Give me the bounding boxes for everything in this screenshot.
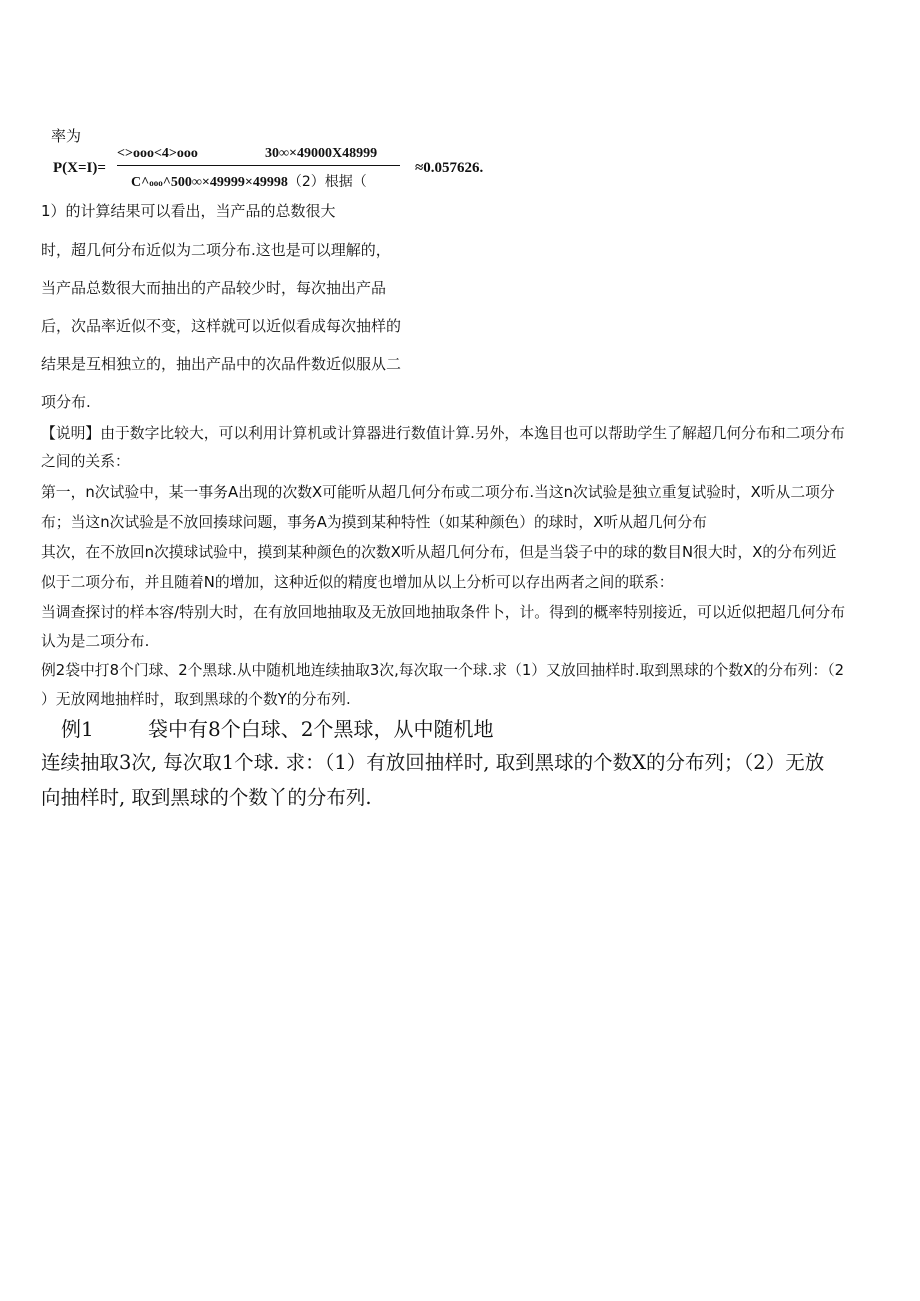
formula-numerator-left: <>ooo<4>ooo [117,146,198,161]
note-line: 例2袋中打8个门球、2个黑球.从中随机地连续抽取3次,每次取一个球.求（1）又放回抽样时.取到黑球的个数X的分布列：（2 [41,662,845,679]
rate-label: 率为 [51,127,82,145]
paragraph-line: 1）的计算结果可以看出，当产品的总数很大 [41,202,336,220]
formula-lhs: P(X=I)= [53,160,106,176]
example-line: 连续抽取3次, 每次取1个球. 求：（1）有放回抽样时, 取到黑球的个数X的分布列；（2）无放 [41,751,825,774]
paragraph-line: 当产品总数很大而抽出的产品较少时，每次抽出产品 [41,279,387,297]
formula-denominator [131,171,367,191]
note-line: 【说明】由于数字比较大，可以利用计算机或计算器进行数值计算.另外，本逸目也可以帮助学生了解超几何分布和二项分布 [41,425,845,442]
denominator-rest: ^500∞×49999×49998 [162,175,288,190]
denominator-c: C^ [131,175,150,190]
paragraph-line: 项分布. [41,393,91,411]
example-heading-text: 袋中有8个白球、2个黑球，从中随机地 [148,717,494,741]
paragraph-line: 结果是互相独立的，抽出产品中的次品件数近似服从二 [41,355,402,373]
note-line: 之间的关系： [41,453,130,470]
example-line: 向抽样时, 取到黑球的个数丫的分布列. [41,786,372,809]
note-line: 第一，n次试验中，某一事务A出现的次数X可能听从超几何分布或二项分布.当这n次试验是独立重复试验时，X听从二项分 [41,484,835,501]
note-line: 当调查探讨的样本容/特别大时，在有放回地抽取及无放回地抽取条件卜，计。得到的概率特别接近，可以近似把超几何分布 [41,604,846,621]
note-line: 似于二项分布，并且随着N的增加，这种近似的精度也增加从以上分析可以存出两者之间的联系： [41,574,674,591]
formula-result: ≈0.057626. [415,160,484,176]
note-line: 认为是二项分布. [41,633,150,650]
formula-numerator-right: 30∞×49000X48999 [265,146,378,161]
note-line: ）无放网地抽样时，取到黑球的个数Y的分布列. [41,691,351,708]
denominator-trailing-text: （2）根据（ [287,174,367,190]
denominator-sub: ooo [149,178,163,188]
paragraph-line: 后，次品率近似不变，这样就可以近似看成每次抽样的 [41,317,402,335]
fraction-bar [117,165,400,166]
note-line: 其次，在不放回n次摸球试验中，摸到某种颜色的次数X听从超几何分布，但是当袋子中的球的数目N很大时，X的分布列近 [41,544,837,561]
note-line: 布；当这n次试验是不放回揍球问题，事务A为摸到某种特性（如某种颜色）的球时，X听从超几何分布 [41,514,707,531]
paragraph-line: 时，超几何分布近似为二项分布.这也是可以理解的， [41,241,391,259]
example-label: 例1 [61,717,94,741]
